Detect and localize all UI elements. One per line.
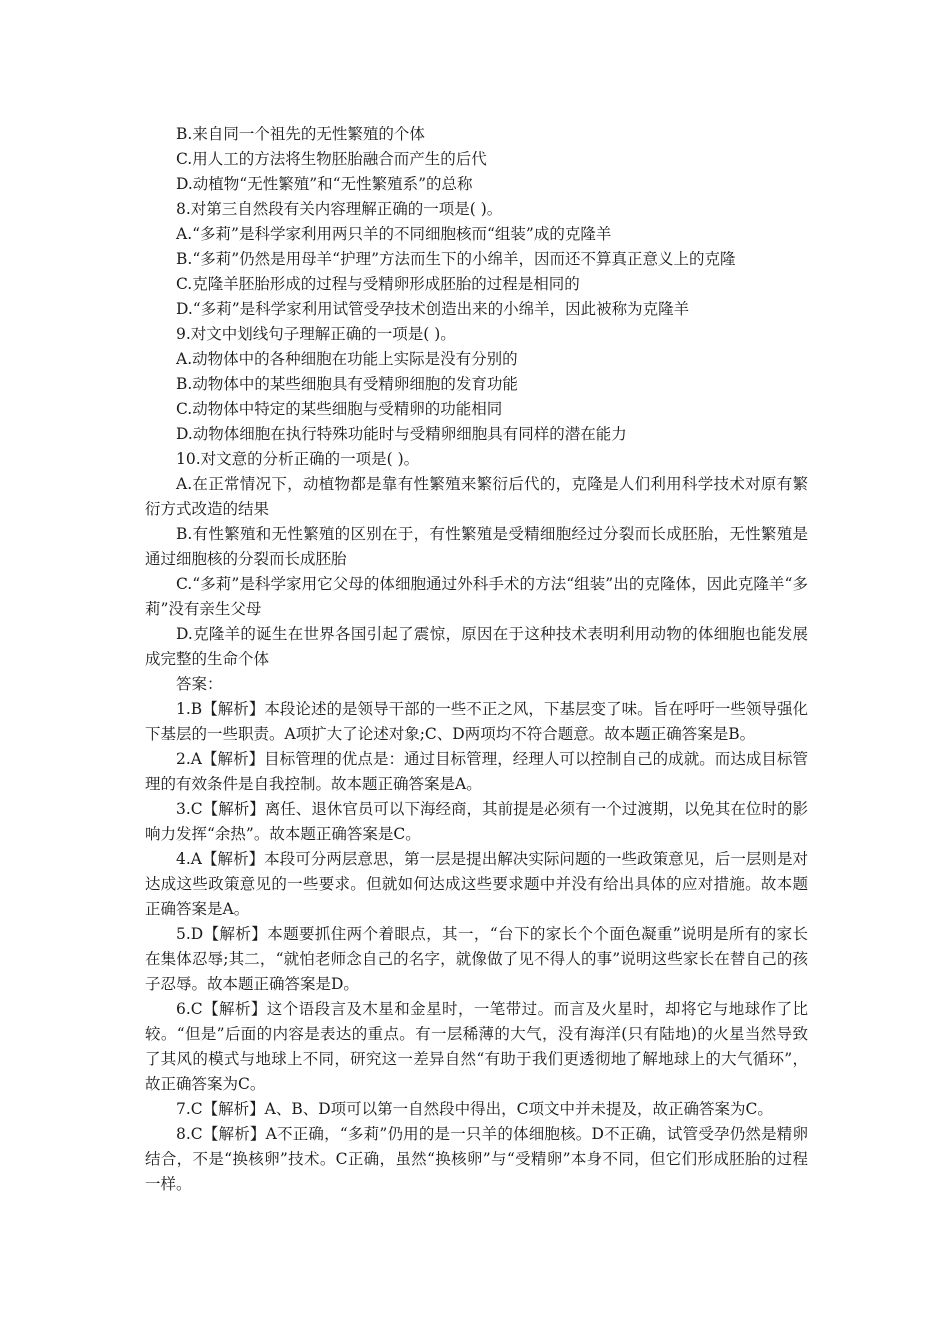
option-8d: D.“多莉”是科学家利用试管受孕技术创造出来的小绵羊，因此被称为克隆羊 — [176, 300, 690, 318]
answer-6: 6.C【解析】这个语段言及木星和金星时，一笔带过。而言及火星时，却将它与地球作了比较。“但是”后面的内容是表达的重点。有一层稀薄的大气，没有海洋(只有陆地)的火星当然导致了其风的模式与地球上不同，研究这一差异自然“有助于我们更透彻地了解地球上的大气循环”，故正确答案为C。 — [145, 1000, 808, 1093]
question-9: 9.对文中划线句子理解正确的一项是( )。 — [176, 325, 456, 343]
option-10c: C.“多莉”是科学家用它父母的体细胞通过外科手术的方法“组装”出的克隆体，因此克隆羊“多莉”没有亲生父母 — [145, 575, 808, 618]
document-page — [145, 122, 808, 1197]
option-8a: A.“多莉”是科学家利用两只羊的不同细胞核而“组装”成的克隆羊 — [176, 225, 612, 243]
answer-5: 5.D【解析】本题要抓住两个着眼点，其一，“台下的家长个个面色凝重”说明是所有的家长在集体忍辱;其二，“就怕老师念自己的名字，就像做了见不得人的事”说明这些家长在替自己的孩子忍辱。故本题正确答案是D。 — [145, 925, 808, 993]
answer-1: 1.B【解析】本段论述的是领导干部的一些不正之风，下基层变了味。旨在呼吁一些领导强化下基层的一些职责。A项扩大了论述对象;C、D两项均不符合题意。故本题正确答案是B。 — [145, 700, 808, 743]
option-10d: D.克隆羊的诞生在世界各国引起了震惊，原因在于这种技术表明利用动物的体细胞也能发展成完整的生命个体 — [145, 625, 808, 668]
answer-4: 4.A【解析】本段可分两层意思，第一层是提出解决实际问题的一些政策意见，后一层则是对达成这些政策意见的一些要求。但就如何达成这些要求题中并没有给出具体的应对措施。故本题正确答案是A。 — [145, 850, 808, 918]
option-9d: D.动物体细胞在执行特殊功能时与受精卵细胞具有同样的潜在能力 — [176, 425, 627, 443]
option-9a: A.动物体中的各种细胞在功能上实际是没有分别的 — [176, 350, 518, 368]
option-9b: B.动物体中的某些细胞具有受精卵细胞的发育功能 — [176, 375, 518, 393]
option-9c: C.动物体中特定的某些细胞与受精卵的功能相同 — [176, 400, 503, 418]
option-8b: B.“多莉”仍然是用母羊“护理”方法而生下的小绵羊，因而还不算真正意义上的克隆 — [176, 250, 736, 268]
question-10: 10.对文意的分析正确的一项是( )。 — [176, 450, 420, 468]
option-10b: B.有性繁殖和无性繁殖的区别在于，有性繁殖是受精细胞经过分裂而长成胚胎，无性繁殖是通过细胞核的分裂而长成胚胎 — [145, 525, 808, 568]
answer-3: 3.C【解析】离任、退休官员可以下海经商，其前提是必须有一个过渡期，以免其在位时的影响力发挥“余热”。故本题正确答案是C。 — [145, 800, 808, 843]
option-7c: C.用人工的方法将生物胚胎融合而产生的后代 — [176, 150, 487, 168]
option-8c: C.克隆羊胚胎形成的过程与受精卵形成胚胎的过程是相同的 — [176, 275, 580, 293]
option-7b: B.来自同一个祖先的无性繁殖的个体 — [176, 125, 425, 143]
question-8: 8.对第三自然段有关内容理解正确的一项是( )。 — [176, 200, 503, 218]
answer-7: 7.C【解析】A、B、D项可以第一自然段中得出，C项文中并未提及，故正确答案为C。 — [176, 1100, 773, 1118]
option-7d: D.动植物“无性繁殖”和“无性繁殖系”的总称 — [176, 175, 473, 193]
answer-8: 8.C【解析】A不正确，“多莉”仍用的是一只羊的体细胞核。D不正确，试管受孕仍然是精卵结合，不是“换核卵”技术。C正确，虽然“换核卵”与“受精卵”本身不同，但它们形成胚胎的过程一样。 — [145, 1125, 808, 1193]
answers-heading: 答案： — [176, 675, 223, 693]
option-10a: A.在正常情况下，动植物都是靠有性繁殖来繁衍后代的，克隆是人们利用科学技术对原有繁衍方式改造的结果 — [145, 475, 808, 518]
answer-2: 2.A【解析】目标管理的优点是：通过目标管理，经理人可以控制自己的成就。而达成目标管理的有效条件是自我控制。故本题正确答案是A。 — [145, 750, 808, 793]
